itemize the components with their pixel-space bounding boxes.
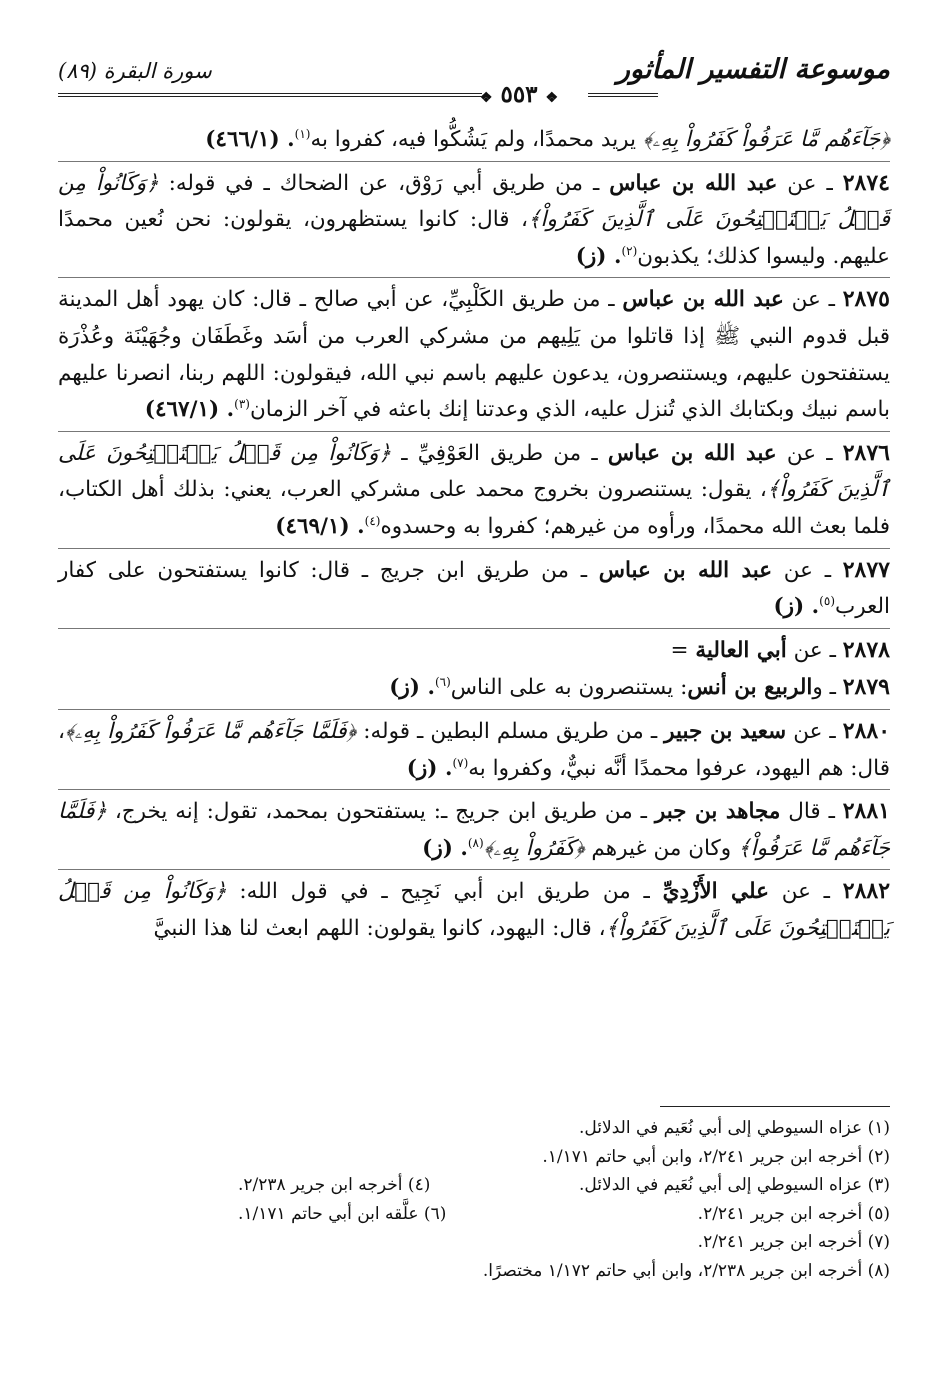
footnote-row	[58, 1257, 890, 1286]
entry-number: ٢٨٨١	[842, 798, 890, 825]
footnote-1: (١) عزاه السيوطي إلى أبي نُعَيم في الدلائل.	[579, 1118, 890, 1138]
entry-number: ٢٨٨٠	[842, 717, 891, 744]
narrator-name: علي الأَزْدِيِّ	[662, 879, 769, 905]
footnote-7: (٧) أخرجه ابن جرير ٢/٢٤١.	[697, 1232, 890, 1253]
entry-text: ـ من طريق مسلم البطين ـ قوله:	[356, 718, 665, 744]
header-rule-left	[58, 93, 482, 97]
entry-lead: ـ عن	[768, 879, 843, 905]
entry-lead: ـ عن	[786, 637, 843, 663]
entry-separator	[58, 869, 890, 870]
footnote-marker: (٤)	[364, 513, 381, 528]
entry-lead: ـ قال	[780, 799, 843, 825]
footnote-2: (٢) أخرجه ابن جرير ٢/٢٤١، وابن أبي حاتم ١/١٧١.	[542, 1146, 890, 1167]
quran-quote: ﴿وَكَانُواْ مِن قَبۡلُ يَسۡتَفۡتِحُونَ عَلَى ٱلَّذِينَ كَفَرُواْ﴾	[58, 170, 890, 233]
entry-separator	[58, 628, 890, 629]
entry-number: ٢٨٧٤	[842, 169, 890, 196]
entry-separator	[58, 709, 890, 710]
ornament-icon: ❖	[479, 90, 493, 106]
footnote-row	[58, 1143, 890, 1172]
main-text	[58, 122, 890, 947]
entry-lead: ـ عن	[783, 287, 843, 313]
entry-ref: . (ز)	[389, 675, 435, 701]
narrator-name: عبد الله بن عباس	[598, 557, 773, 583]
quran-quote: ﴿فَلَمَّا جَآءَهُم مَّا عَرَفُواْ كَفَرُواْ بِهِۦ﴾	[64, 718, 357, 744]
entry-lead: ـ عن	[776, 440, 843, 466]
page-number: ٥٥٣	[500, 81, 538, 108]
entry-2880	[58, 713, 890, 787]
entry-text: ـ من طريق أبي رَوْق، عن الضحاك ـ في قوله:	[158, 170, 610, 196]
footnote-marker: (٨)	[467, 835, 484, 850]
footnote-marker: (٣)	[234, 397, 250, 411]
narrator-name: الربيع بن أنس	[687, 675, 813, 701]
entry-ref: . (٤٦٩/١)	[275, 513, 365, 539]
narrator-name: عبد الله بن عباس	[607, 440, 777, 466]
entry-2881	[58, 793, 890, 867]
narrator-name: أبي العالية	[695, 637, 787, 663]
entry-number: ٢٨٧٨	[842, 636, 890, 663]
footnote-marker: (٦)	[434, 675, 451, 690]
entry-text: ـ من طريق ابن جريج ـ: يستفتحون بمحمد، تقول: إنه يخرج،	[106, 799, 655, 825]
entry-ref: . (ز)	[422, 835, 468, 861]
entry-separator	[58, 431, 890, 432]
quran-quote: ﴿وَكَانُواْ مِن قَبۡلُ يَسۡتَفۡتِحُونَ عَلَى ٱلَّذِينَ كَفَرُواْ﴾	[58, 440, 890, 503]
entry-text: وكان من غيرهم	[584, 835, 739, 861]
footnote-4: (٤) أخرجه ابن جرير ٢/٢٣٨.	[238, 1175, 431, 1196]
footnote-3: (٣) عزاه السيوطي إلى أبي نُعَيم في الدلائل.	[579, 1175, 890, 1196]
quran-quote: ﴿جَآءَهُم مَّا عَرَفُواْ كَفَرُواْ بِهِۦ﴾	[642, 127, 890, 152]
header-rule-right	[588, 93, 658, 97]
footnote-6: (٦) علَّقه ابن أبي حاتم ١/١٧١.	[238, 1203, 447, 1224]
entry-text: : يستنصرون به على الناس	[450, 675, 688, 701]
entry-ref: . (ز)	[773, 594, 820, 620]
entry-text: يريد محمدًا، ولم يَشُكُّوا فيه، كفروا به	[310, 127, 643, 152]
book-title: موسوعة التفسير المأثور	[616, 54, 890, 85]
entry-number: ٢٨٧٦	[842, 439, 890, 466]
narrator-name: سعيد بن جبير	[664, 718, 787, 744]
footnote-marker: (٢)	[621, 243, 638, 258]
entry-number: ٢٨٧٥	[842, 286, 890, 313]
footnote-rule	[660, 1106, 890, 1107]
entry-text: ، يقول: يستنصرون بخروج محمد على مشركي العرب، يعني: بذلك أهل الكتاب، فلما بعث الله محمدًا، ورأوه من غيرهم؛ كفروا به وحسدوه	[58, 477, 890, 539]
footnote-row	[58, 1228, 890, 1257]
entry-2875	[58, 281, 890, 428]
footnote-row	[58, 1114, 890, 1143]
footnotes	[58, 1114, 890, 1286]
footnote-5: (٥) أخرجه ابن جرير ٢/٢٤١.	[697, 1203, 890, 1224]
entry-number: ٢٨٧٧	[842, 556, 890, 583]
entry-lead: ـ عن	[786, 718, 843, 744]
footnote-marker: (٧)	[452, 755, 469, 770]
quran-quote: ﴿وَكَانُواْ مِن قَبۡلُ يَسۡتَفۡتِحُونَ عَلَى ٱلَّذِينَ كَفَرُواْ﴾	[58, 879, 890, 941]
entry-2878	[58, 632, 890, 670]
entry-2876	[58, 435, 890, 546]
ornament-icon: ❖	[545, 90, 559, 106]
entry-number: ٢٨٧٩	[842, 674, 890, 701]
entry-2879	[58, 669, 890, 707]
entry-text: ـ من طريق الكَلْبِيِّ، عن أبي صالح ـ قال: كان يهود أهل المدينة قبل قدوم النبي ﷺ إذا قاتلوا من يَلِيهم من مشركي العرب من أسَد وغَطَفَان وجُهَيْنَة وعُذْرَة يستفتحون عليهم، ويستنصرون، يدعون عليهم باسم نبي الله، فيقولون: اللهم ربنا، انصرنا عليهم باسم نبيك وبكتابك الذي تُنزل عليه، الذي وعدتنا إنك باعثه في آخر الزمان	[58, 287, 890, 423]
narrator-name: عبد الله بن عباس	[622, 287, 784, 313]
narrator-name: عبد الله بن عباس	[609, 170, 778, 196]
entry-text: ، قال: كانوا يستظهرون، يقولون: نحن نُعين محمدًا عليهم. وليسوا كذلك؛ يكذبون	[58, 207, 890, 269]
entry-text: =	[670, 637, 696, 663]
quran-quote: ﴿كَفَرُواْ بِهِۦ﴾	[483, 835, 585, 861]
entry-text: ، قال: هم اليهود، عرفوا محمدًا أنَّه نبيٌّ، وكفروا به	[58, 718, 890, 781]
page-header	[58, 48, 890, 108]
footnote-8: (٨) أخرجه ابن جرير ٢/٢٣٨، وابن أبي حاتم ١/١٧٢ مختصرًا.	[482, 1260, 890, 1281]
entry-ref: . (ز)	[575, 243, 622, 269]
footnote-marker: (١)	[294, 126, 311, 141]
quran-quote: ﴿فَلَمَّا جَآءَهُم مَّا عَرَفُواْ﴾	[58, 799, 890, 861]
entry-text: ـ من طريق العَوْفِيِّ ـ	[391, 440, 608, 466]
entry-separator	[58, 161, 890, 162]
header-rule	[58, 82, 890, 108]
entry-separator	[58, 789, 890, 790]
entry-separator	[58, 277, 890, 278]
entry-ref: . (٤٦٦/١)	[205, 127, 295, 152]
entry-2877	[58, 552, 890, 626]
entry-text: ـ من طريق ابن جريج ـ قال: كانوا يستفتحون على كفار العرب	[58, 557, 890, 620]
footnote-row	[58, 1171, 890, 1200]
narrator-name: مجاهد بن جبر	[654, 799, 781, 825]
entry-2874	[58, 165, 890, 276]
entry-2882	[58, 873, 890, 947]
entry-continuation	[58, 122, 890, 159]
footnote-marker: (٥)	[819, 593, 835, 608]
entry-text: ـ من طريق ابن أبي نَجِيح ـ في قول الله:	[226, 879, 663, 905]
entry-lead: ـ عن	[777, 170, 843, 196]
entry-lead: ـ عن	[772, 557, 843, 583]
entry-ref: . (ز)	[406, 755, 453, 781]
entry-text: ، قال: اليهود، كانوا يقولون: اللهم ابعث لنا هذا النبيَّ	[153, 915, 606, 941]
surah-label: سورة البقرة (٨٩)	[58, 59, 212, 83]
page	[58, 48, 891, 1281]
entry-lead: ـ و	[812, 675, 843, 701]
entry-ref: . (٤٦٧/١)	[144, 397, 235, 423]
entry-number: ٢٨٨٢	[842, 878, 891, 905]
footnote-row	[58, 1200, 890, 1229]
entry-separator	[58, 548, 890, 549]
